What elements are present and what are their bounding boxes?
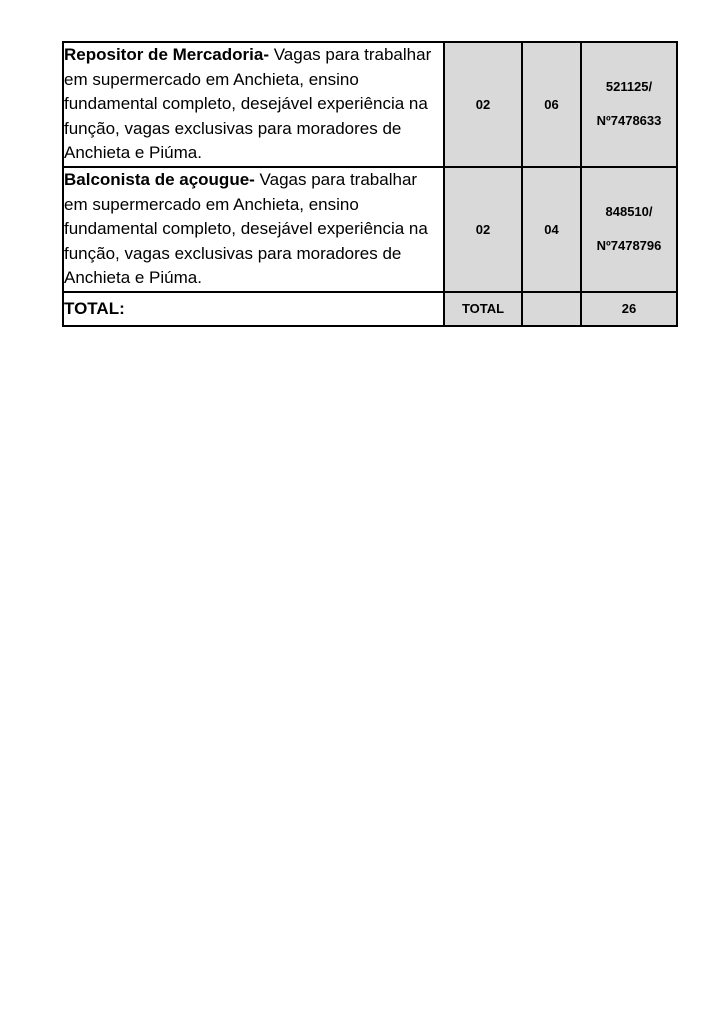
job-title: Balconista de açougue- <box>64 169 255 189</box>
code-line-2: Nº7478633 <box>596 113 662 129</box>
total-tag: TOTAL <box>444 292 522 326</box>
count-cell-b: 04 <box>522 167 581 292</box>
table-row <box>63 167 677 292</box>
vacancies-table <box>62 41 678 327</box>
code-line-1: 521125/ <box>605 79 653 95</box>
total-label: TOTAL: <box>63 292 444 326</box>
count-cell-b: 06 <box>522 42 581 167</box>
job-description-cell <box>63 42 444 167</box>
code-line-1: 848510/ <box>605 204 653 220</box>
job-description: Vagas para trabalhar em supermercado em Anchieta, ensino fundamental completo, desejável experiência na função, vagas exclusivas para moradores de Anchieta e Piúma. <box>64 45 432 163</box>
table-row <box>63 42 677 167</box>
job-description-cell <box>63 167 444 292</box>
count-cell-a: 02 <box>444 167 522 292</box>
code-line-2: Nº7478796 <box>596 238 662 254</box>
total-row <box>63 292 677 326</box>
total-value: 26 <box>581 292 677 326</box>
job-description: Vagas para trabalhar em supermercado em Anchieta, ensino fundamental completo, desejável experiência na função, vagas exclusivas para moradores de Anchieta e Piúma. <box>64 169 428 288</box>
code-cell <box>581 167 677 292</box>
job-title: Repositor de Mercadoria- <box>64 45 269 64</box>
total-empty-cell <box>522 292 581 326</box>
count-cell-a: 02 <box>444 42 522 167</box>
code-cell <box>581 42 677 167</box>
